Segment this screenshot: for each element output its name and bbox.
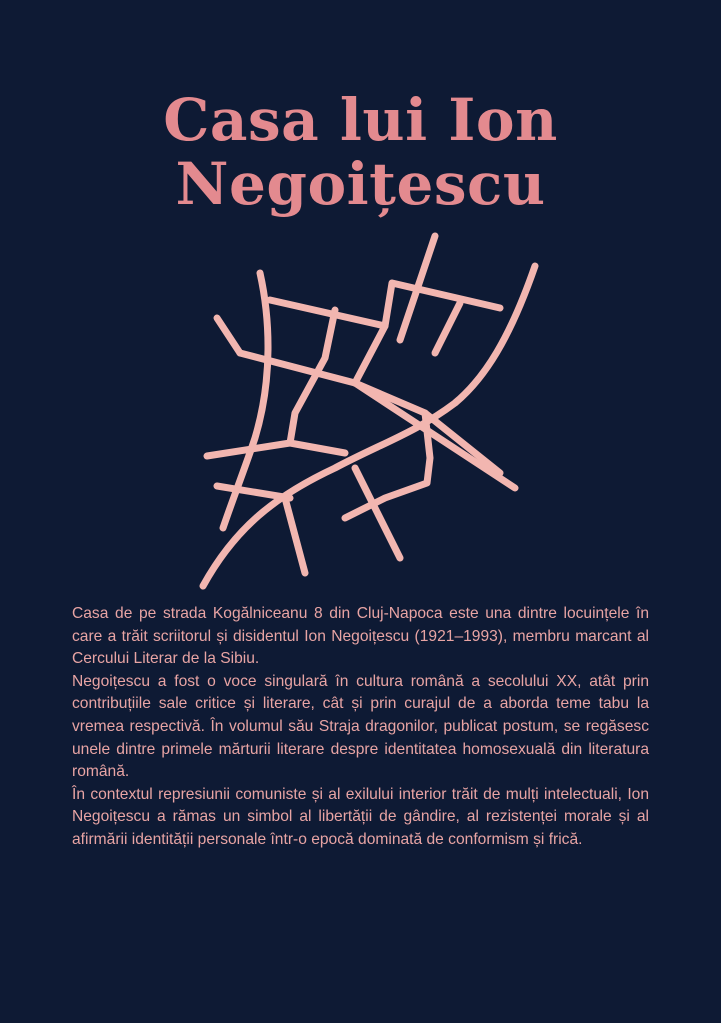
map-street-stub-left — [217, 318, 240, 353]
title-line-1: Casa lui Ion — [163, 86, 558, 154]
body-text — [72, 603, 649, 852]
map-street-top-vertical-3 — [355, 326, 385, 383]
map-street-top — [270, 283, 500, 326]
map-street-second — [240, 353, 515, 488]
street-map-icon — [195, 228, 555, 592]
title-line-2: Negoițescu — [175, 150, 546, 218]
map-street-lower-vertical-2 — [285, 498, 305, 573]
map-street-lower — [207, 443, 345, 456]
paragraph-2: Negoițescu a fost o voce singulară în cultura română a secolului XX, atât prin contribuțiile sale critice și literare, cât și prin curajul de a aborda teme tabu la vremea respectivă. În volumul său Straja dragonilor, publicat postum, se regăsesc unele dintre primele mărturii literare despre identitatea homosexuală din literatura română. — [72, 672, 649, 781]
page-title — [0, 88, 721, 216]
paragraph-3: În contextul represiunii comuniste și al exilului interior trăit de mulți intelectuali, Ion Negoițescu a rămas un simbol al libertății de gândire, al rezistenței morale și al afirmării identității personale într-o epocă dominată de conformism și frică. — [72, 785, 649, 848]
paragraph-1: Casa de pe strada Kogălniceanu 8 din Cluj-Napoca este una dintre locuințele în care a trăit scriitorul și disidentul Ion Negoițescu (1921–1993), membru marcant al Cercului Literar de la Sibiu. — [72, 605, 649, 668]
map-main-road — [203, 266, 535, 586]
map-street-top-vertical-2 — [435, 303, 460, 353]
map-street-lower-2 — [217, 486, 290, 498]
